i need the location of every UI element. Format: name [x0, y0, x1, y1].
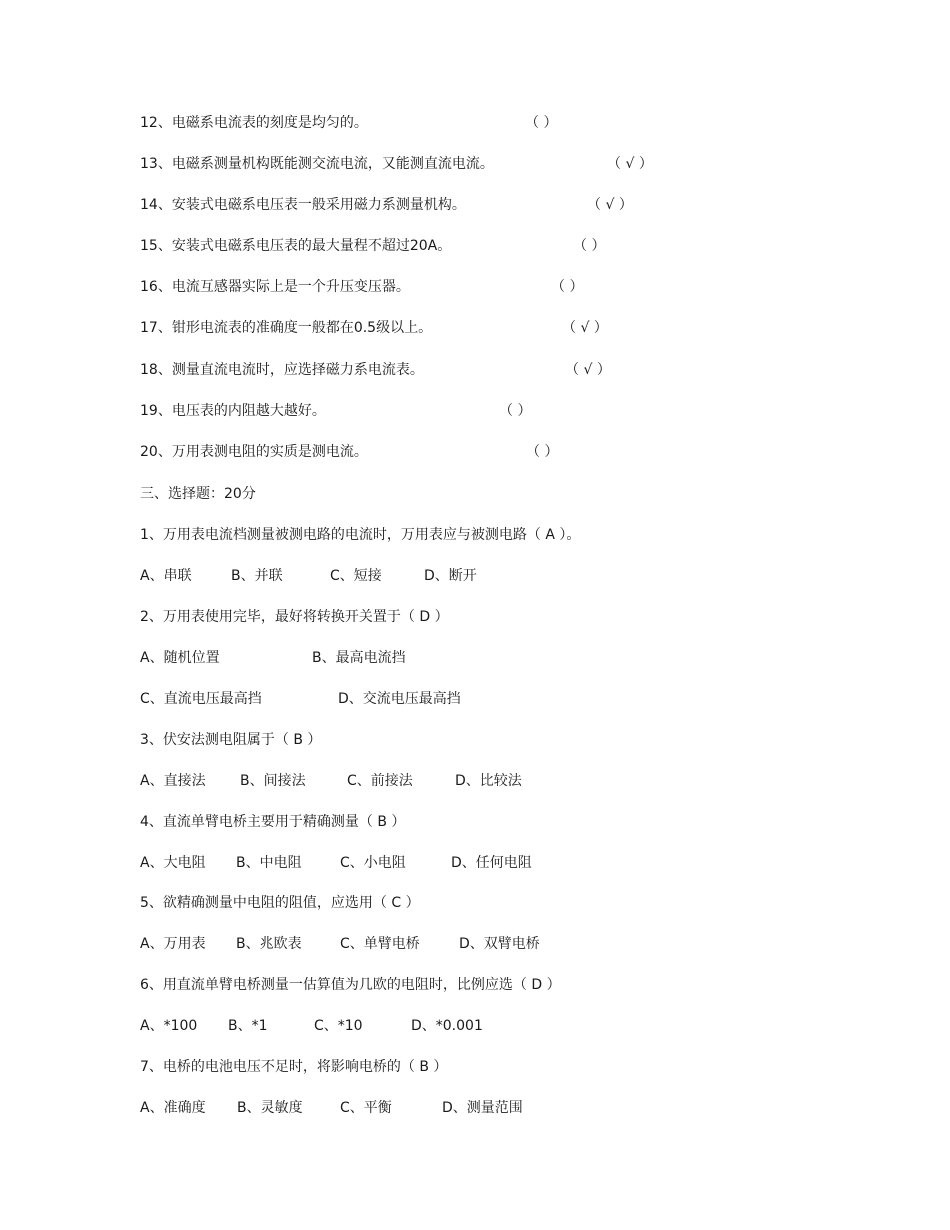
mc-option: D、双臂电桥 [459, 936, 540, 952]
mc-question-text: 1、万用表电流档测量被测电路的电流时，万用表应与被测电路（ A ）。 [140, 527, 581, 543]
tf-answer-mark: （ ） [525, 115, 558, 131]
mc-option: B、灵敏度 [237, 1100, 303, 1116]
mc-option: A、随机位置 [140, 650, 220, 666]
tf-question-text: 12、电磁系电流表的刻度是均匀的。 [140, 115, 368, 131]
mc-option: C、*10 [314, 1018, 363, 1034]
tf-answer-mark: （ √ ） [565, 362, 611, 378]
mc-option: A、万用表 [140, 936, 206, 952]
mc-option: A、直接法 [140, 773, 206, 789]
mc-option: D、断开 [424, 568, 477, 584]
mc-option: B、中电阻 [236, 855, 302, 871]
mc-question-text: 6、用直流单臂电桥测量一估算值为几欧的电阻时，比例应选（ D ） [140, 977, 561, 993]
tf-question-text: 18、测量直流电流时，应选择磁力系电流表。 [140, 362, 424, 378]
mc-option: C、单臂电桥 [340, 936, 420, 952]
mc-option: B、最高电流挡 [312, 650, 406, 666]
mc-option: C、小电阻 [340, 855, 406, 871]
mc-option: C、短接 [330, 568, 382, 584]
mc-option: A、准确度 [140, 1100, 206, 1116]
tf-answer-mark: （ √ ） [587, 197, 633, 213]
tf-question-text: 16、电流互感器实际上是一个升压变压器。 [140, 279, 410, 295]
mc-option: A、串联 [140, 568, 192, 584]
mc-question-text: 2、万用表使用完毕，最好将转换开关置于（ D ） [140, 609, 449, 625]
tf-question-text: 20、万用表测电阻的实质是测电流。 [140, 444, 368, 460]
mc-option: A、大电阻 [140, 855, 206, 871]
mc-option: B、并联 [231, 568, 283, 584]
tf-answer-mark: （ ） [551, 279, 584, 295]
mc-option: A、*100 [140, 1018, 198, 1034]
tf-question-text: 19、电压表的内阻越大越好。 [140, 403, 326, 419]
mc-option: D、*0.001 [411, 1018, 483, 1034]
tf-answer-mark: （ √ ） [562, 320, 608, 336]
mc-option: D、测量范围 [442, 1100, 523, 1116]
mc-option: C、直流电压最高挡 [140, 691, 262, 707]
tf-question-text: 15、安装式电磁系电压表的最大量程不超过20A。 [140, 238, 452, 254]
tf-question-text: 14、安装式电磁系电压表一般采用磁力系测量机构。 [140, 197, 466, 213]
tf-answer-mark: （ ） [526, 444, 559, 460]
mc-option: D、任何电阻 [451, 855, 532, 871]
mc-option: C、平衡 [340, 1100, 392, 1116]
mc-option: B、兆欧表 [236, 936, 302, 952]
mc-option: C、前接法 [347, 773, 413, 789]
tf-question-text: 13、电磁系测量机构既能测交流电流，又能测直流电流。 [140, 156, 494, 172]
mc-question-text: 3、伏安法测电阻属于（ B ） [140, 732, 322, 748]
mc-option: B、间接法 [240, 773, 306, 789]
mc-option: B、*1 [228, 1018, 268, 1034]
section-heading-text: 三、选择题：20分 [140, 486, 256, 502]
tf-answer-mark: （ √ ） [607, 156, 653, 172]
tf-question-text: 17、钳形电流表的准确度一般都在0.5级以上。 [140, 320, 433, 336]
mc-option: D、交流电压最高挡 [338, 691, 461, 707]
mc-question-text: 5、欲精确测量中电阻的阻值，应选用（ C ） [140, 895, 420, 911]
mc-question-text: 7、电桥的电池电压不足时，将影响电桥的（ B ） [140, 1059, 448, 1075]
mc-question-text: 4、直流单臂电桥主要用于精确测量（ B ） [140, 814, 406, 830]
tf-answer-mark: （ ） [573, 238, 606, 254]
tf-answer-mark: （ ） [499, 403, 532, 419]
mc-option: D、比较法 [455, 773, 522, 789]
